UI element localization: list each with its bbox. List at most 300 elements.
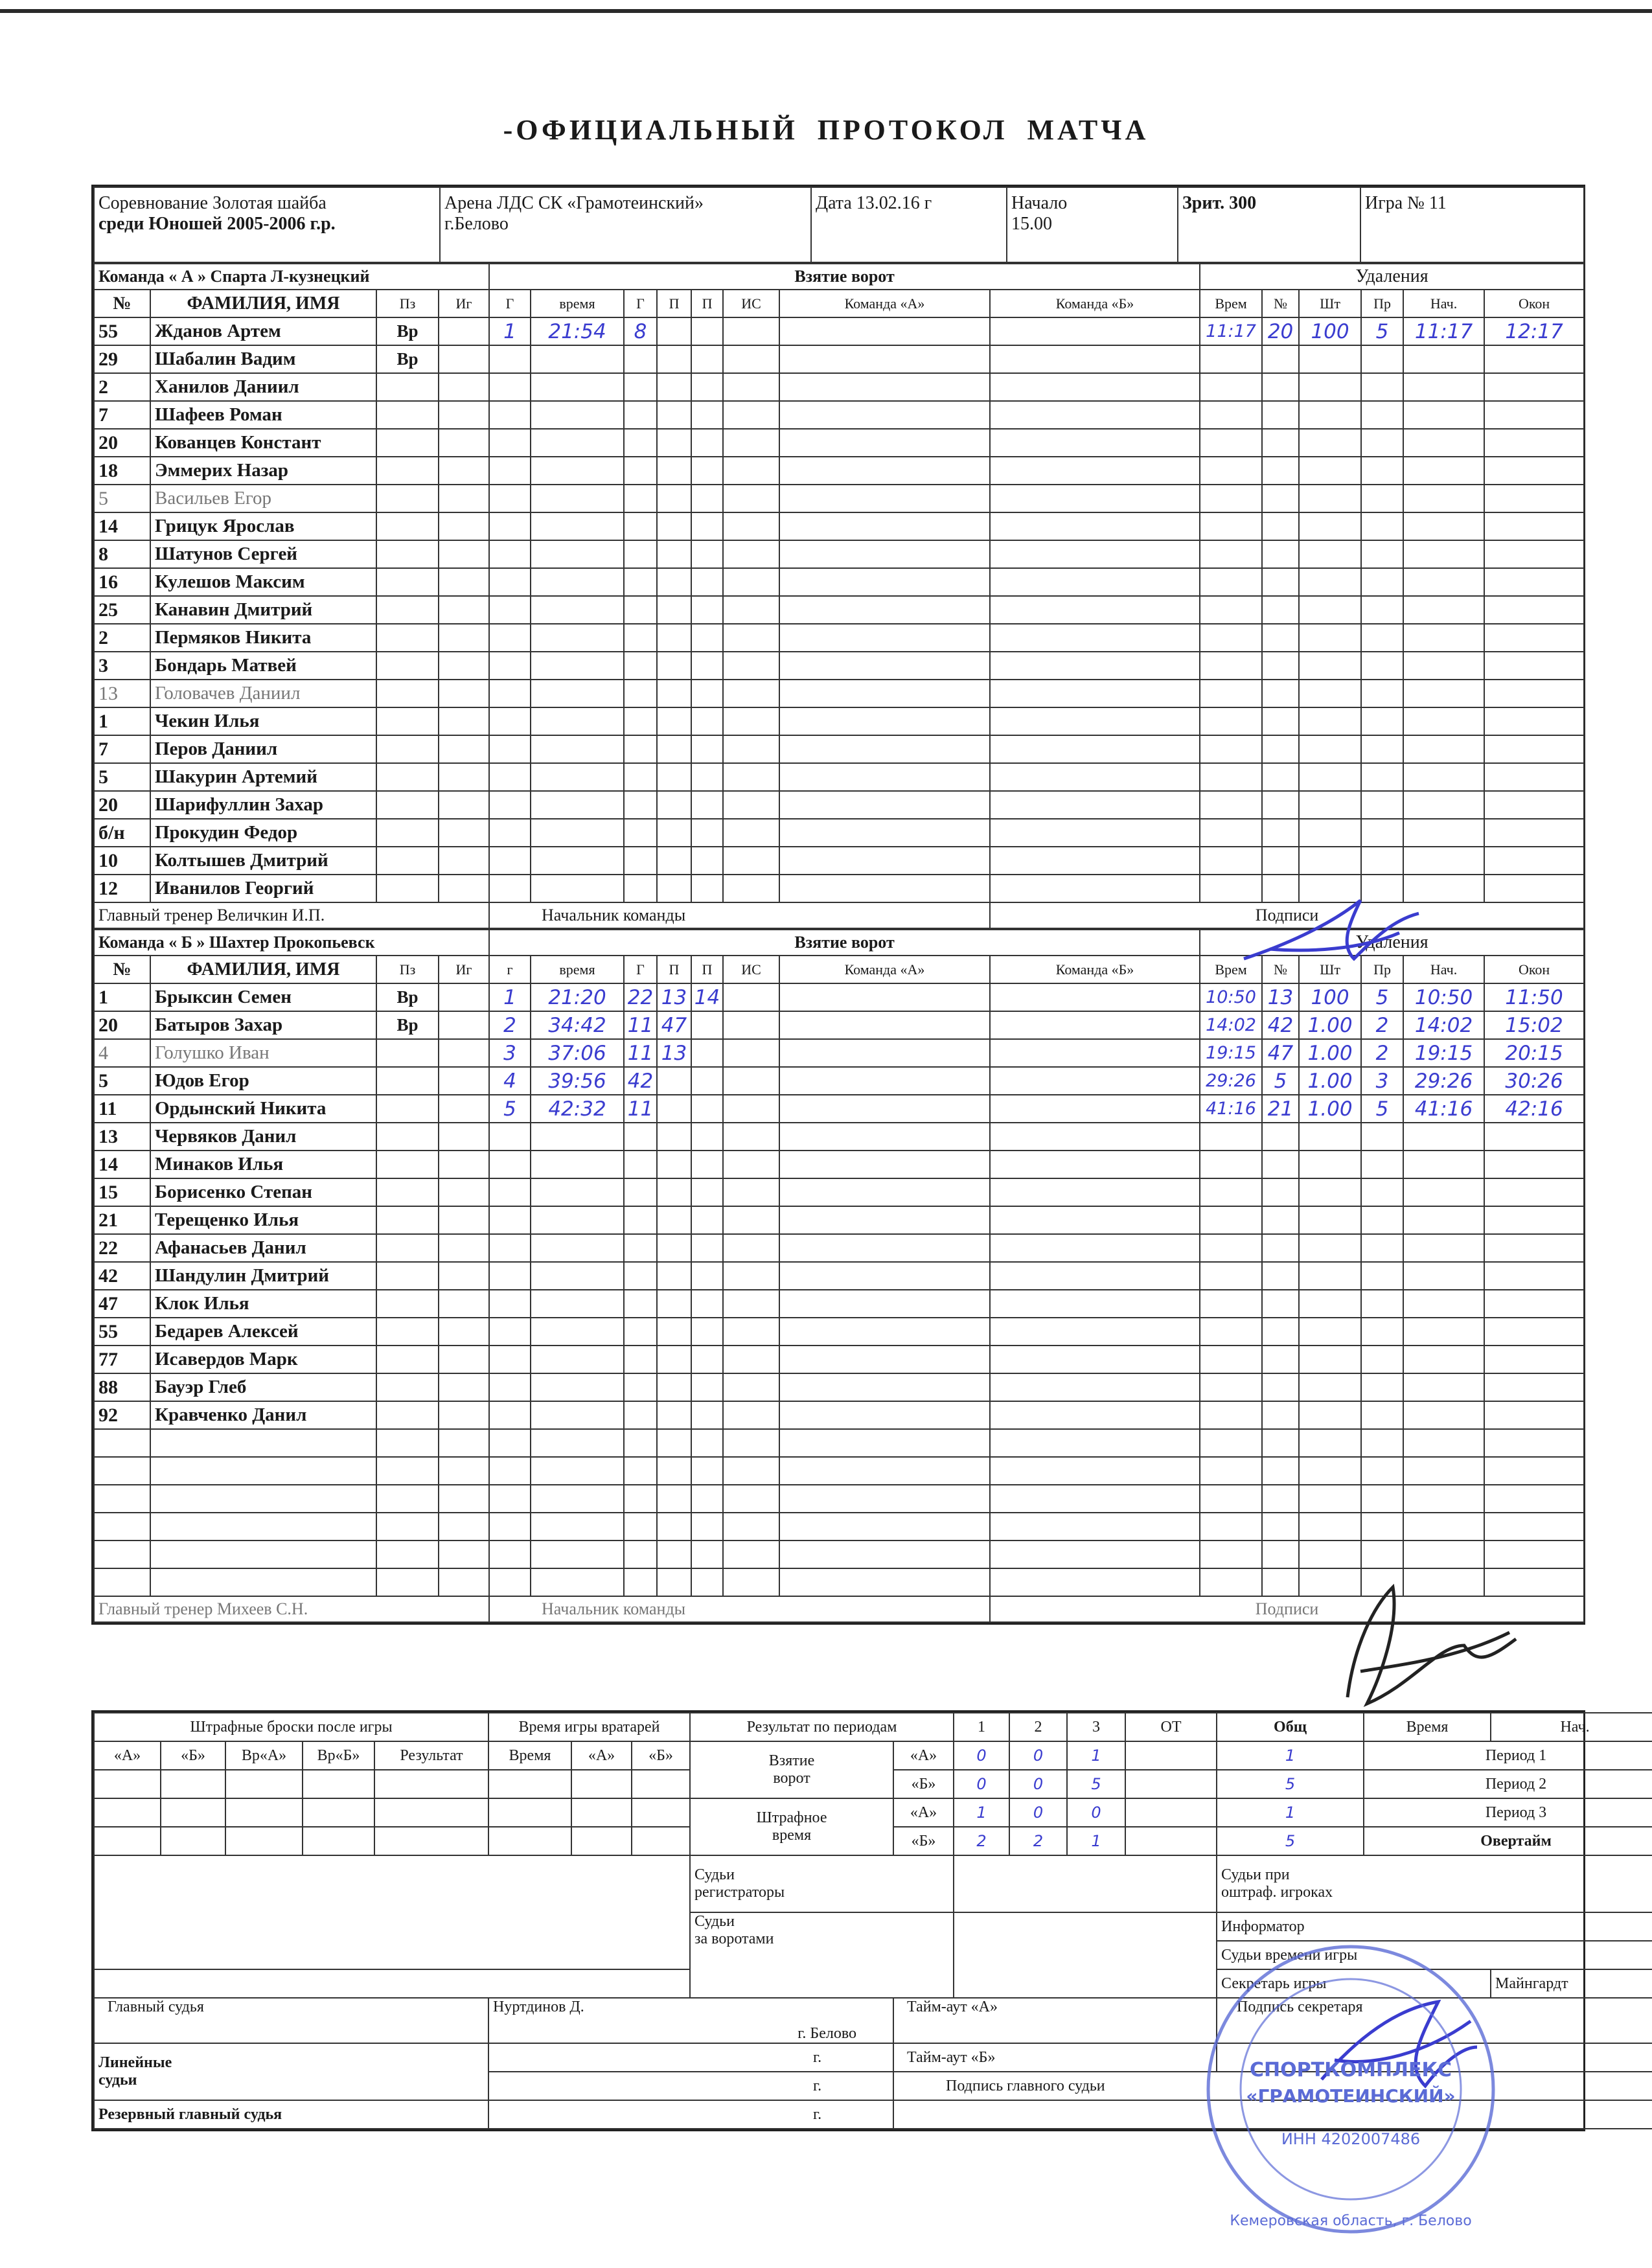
team-b-penalty-minutes bbox=[1361, 1206, 1403, 1234]
team-a-penalty-time bbox=[1200, 485, 1262, 512]
team-b-penalty-code bbox=[1299, 1513, 1361, 1541]
team-b-penalty-start bbox=[1403, 1346, 1484, 1373]
team-b-player-games bbox=[439, 1429, 489, 1457]
pim-b-p2: 2 bbox=[1009, 1827, 1067, 1855]
team-a-col-header: Врем bbox=[1200, 290, 1262, 317]
team-a-goal-scorer bbox=[624, 512, 657, 540]
team-a-on-ice-a bbox=[779, 596, 990, 624]
team-b-goal-assist-2 bbox=[691, 1234, 723, 1262]
team-a-goal-situation bbox=[723, 624, 779, 652]
team-b-player-position bbox=[376, 1346, 439, 1373]
goals-a-p1: 0 bbox=[954, 1741, 1009, 1770]
shootout-col-b: «Б» bbox=[161, 1741, 225, 1770]
team-a-player-row bbox=[94, 457, 1584, 485]
team-a-goal-scorer bbox=[624, 568, 657, 596]
secretary-label: Секретарь игры bbox=[1217, 1969, 1491, 1998]
team-a-on-ice-b bbox=[990, 401, 1200, 429]
team-b-penalty-end: 11:50 bbox=[1484, 983, 1584, 1011]
team-b-player-row bbox=[94, 1346, 1584, 1373]
team-a-player-position: Вр bbox=[376, 317, 439, 345]
team-a-goal-scorer bbox=[624, 847, 657, 875]
team-a-penalty-start bbox=[1403, 373, 1484, 401]
team-a-penalty-end bbox=[1484, 345, 1584, 373]
team-a-penalty-minutes bbox=[1361, 847, 1403, 875]
team-b-player-games bbox=[439, 1457, 489, 1485]
team-a-penalty-player bbox=[1262, 457, 1299, 485]
goals-team-b-label: «Б» bbox=[893, 1770, 954, 1798]
team-a-on-ice-a bbox=[779, 791, 990, 819]
team-a-goal-assist-2 bbox=[691, 373, 723, 401]
team-b-goal-number bbox=[489, 1290, 531, 1318]
team-a-goal-time bbox=[531, 485, 624, 512]
team-b-player-games bbox=[439, 1039, 489, 1067]
period-head-1: 1 bbox=[954, 1713, 1009, 1741]
team-b-goal-situation bbox=[723, 1151, 779, 1178]
team-b-goal-scorer bbox=[624, 1234, 657, 1262]
pim-a-p3: 0 bbox=[1067, 1798, 1125, 1827]
team-b-player-games bbox=[439, 1011, 489, 1039]
team-a-body bbox=[94, 264, 1584, 928]
team-b-body bbox=[94, 930, 1584, 1622]
team-a-col-header: № bbox=[1262, 290, 1299, 317]
team-b-goal-time bbox=[531, 1290, 624, 1318]
team-b-goal-scorer bbox=[624, 1178, 657, 1206]
team-a-goal-time bbox=[531, 819, 624, 847]
team-a-penalty-start bbox=[1403, 707, 1484, 735]
team-b-penalty-code bbox=[1299, 1346, 1361, 1373]
team-b-penalty-minutes: 5 bbox=[1361, 983, 1403, 1011]
team-b-player-name bbox=[150, 1457, 376, 1485]
team-b-player-games bbox=[439, 1401, 489, 1429]
team-b-on-ice-a bbox=[779, 1234, 990, 1262]
team-a-player-position bbox=[376, 847, 439, 875]
team-b-penalty-end bbox=[1484, 1318, 1584, 1346]
team-a-goal-number bbox=[489, 763, 531, 791]
team-b-player-games bbox=[439, 1318, 489, 1346]
team-a-penalty-end bbox=[1484, 457, 1584, 485]
team-b-penalty-start bbox=[1403, 1318, 1484, 1346]
team-a-col-header: Шт bbox=[1299, 290, 1361, 317]
team-b-on-ice-a bbox=[779, 1457, 990, 1485]
team-b-player-position bbox=[376, 1123, 439, 1151]
team-a-player-name: Васильев Егор bbox=[150, 485, 376, 512]
team-a-penalty-code bbox=[1299, 624, 1361, 652]
team-b-player-name bbox=[150, 1568, 376, 1596]
team-b-goal-assist-1 bbox=[657, 1373, 691, 1401]
team-b-goal-assist-2 bbox=[691, 1011, 723, 1039]
team-b-player-number: 14 bbox=[94, 1151, 150, 1178]
team-b-player-games bbox=[439, 983, 489, 1011]
team-a-player-number: 8 bbox=[94, 540, 150, 568]
team-b-player-row bbox=[94, 1039, 1584, 1067]
pim-team-a-label: «А» bbox=[893, 1798, 954, 1827]
team-b-penalty-end bbox=[1484, 1234, 1584, 1262]
team-b-penalty-code bbox=[1299, 1123, 1361, 1151]
team-a-penalty-player bbox=[1262, 735, 1299, 763]
team-a-penalty-player bbox=[1262, 596, 1299, 624]
team-a-on-ice-b bbox=[990, 875, 1200, 902]
team-b-goal-number bbox=[489, 1151, 531, 1178]
team-a-team-manager: Начальник команды bbox=[489, 902, 990, 928]
team-b-penalty-time bbox=[1200, 1206, 1262, 1234]
team-a-player-games bbox=[439, 707, 489, 735]
team-b-signatures: Подписи bbox=[990, 1596, 1584, 1622]
team-b-goal-assist-1 bbox=[657, 1290, 691, 1318]
team-a-penalty-end bbox=[1484, 819, 1584, 847]
team-a-player-row bbox=[94, 707, 1584, 735]
team-a-goal-assist-1 bbox=[657, 847, 691, 875]
team-a-player-name: Чекин Илья bbox=[150, 707, 376, 735]
shootout-col-result: Результат bbox=[374, 1741, 488, 1770]
team-b-penalty-start bbox=[1403, 1401, 1484, 1429]
team-a-goal-scorer bbox=[624, 457, 657, 485]
pim-b-p1: 2 bbox=[954, 1827, 1009, 1855]
goals-a-p2: 0 bbox=[1009, 1741, 1067, 1770]
team-a-penalty-player bbox=[1262, 373, 1299, 401]
team-a-col-header: Пз bbox=[376, 290, 439, 317]
team-a-goal-assist-2 bbox=[691, 596, 723, 624]
team-b-player-row bbox=[94, 1178, 1584, 1206]
team-b-player-position bbox=[376, 1234, 439, 1262]
team-b-penalty-end bbox=[1484, 1513, 1584, 1541]
team-a-on-ice-b bbox=[990, 540, 1200, 568]
team-a-player-position bbox=[376, 735, 439, 763]
team-b-penalty-code bbox=[1299, 1541, 1361, 1568]
team-b-goal-number bbox=[489, 1401, 531, 1429]
team-b-penalty-player bbox=[1262, 1401, 1299, 1429]
team-a-goal-situation bbox=[723, 512, 779, 540]
team-b-player-games bbox=[439, 1178, 489, 1206]
team-b-goal-scorer bbox=[624, 1568, 657, 1596]
team-a-player-name: Грицук Ярослав bbox=[150, 512, 376, 540]
svg-text:СПОРТКОМПЛЕКС: СПОРТКОМПЛЕКС bbox=[1249, 2059, 1452, 2081]
team-b-head-coach: Главный тренер Михеев С.Н. bbox=[94, 1596, 489, 1622]
team-b-penalty-code bbox=[1299, 1373, 1361, 1401]
team-a-player-position bbox=[376, 485, 439, 512]
team-a-penalty-time bbox=[1200, 373, 1262, 401]
team-a-player-number: 7 bbox=[94, 401, 150, 429]
team-b-goal-number bbox=[489, 1178, 531, 1206]
reserve-city: г. bbox=[488, 2100, 893, 2129]
goals-a-total: 1 bbox=[1217, 1741, 1364, 1770]
team-a-player-position bbox=[376, 512, 439, 540]
team-a-penalty-player bbox=[1262, 707, 1299, 735]
team-b-penalty-time bbox=[1200, 1318, 1262, 1346]
period-label-1: Период 1 bbox=[1364, 1741, 1652, 1770]
team-b-player-position bbox=[376, 1290, 439, 1318]
team-b-on-ice-b bbox=[990, 1067, 1200, 1095]
team-b-player-name: Шандулин Дмитрий bbox=[150, 1262, 376, 1290]
team-a-player-row bbox=[94, 624, 1584, 652]
team-a-goal-assist-2 bbox=[691, 652, 723, 680]
pim-b-total: 5 bbox=[1217, 1827, 1364, 1855]
team-b-on-ice-b bbox=[990, 1485, 1200, 1513]
goals-b-p3: 5 bbox=[1067, 1770, 1125, 1798]
team-a-goal-assist-2 bbox=[691, 707, 723, 735]
team-a-goal-time bbox=[531, 763, 624, 791]
team-b-goal-time bbox=[531, 1457, 624, 1485]
team-b-player-position bbox=[376, 1206, 439, 1234]
team-a-player-position bbox=[376, 791, 439, 819]
team-a-player-number: 18 bbox=[94, 457, 150, 485]
team-b-goal-time bbox=[531, 1151, 624, 1178]
team-b-on-ice-a bbox=[779, 1095, 990, 1123]
team-a-goal-situation bbox=[723, 457, 779, 485]
team-a-penalty-end bbox=[1484, 791, 1584, 819]
team-b-penalty-minutes bbox=[1361, 1485, 1403, 1513]
team-a-penalty-time bbox=[1200, 652, 1262, 680]
team-b-player-number bbox=[94, 1457, 150, 1485]
team-b-on-ice-a bbox=[779, 1151, 990, 1178]
team-a-col-header: Г bbox=[489, 290, 531, 317]
team-b-col-header: Г bbox=[624, 956, 657, 983]
team-a-goal-number: 1 bbox=[489, 317, 531, 345]
team-b-goal-situation bbox=[723, 1541, 779, 1568]
team-a-col-header: П bbox=[691, 290, 723, 317]
team-b-penalty-start bbox=[1403, 1151, 1484, 1178]
team-b-empty-row bbox=[94, 1541, 1584, 1568]
team-b-penalty-time bbox=[1200, 1123, 1262, 1151]
team-b-penalty-code bbox=[1299, 1429, 1361, 1457]
team-a-player-position bbox=[376, 596, 439, 624]
team-a-goal-assist-2 bbox=[691, 429, 723, 457]
team-b-player-number: 1 bbox=[94, 983, 150, 1011]
team-b-penalty-time: 29:26 bbox=[1200, 1067, 1262, 1095]
team-b-player-position bbox=[376, 1568, 439, 1596]
team-a-penalty-code bbox=[1299, 429, 1361, 457]
team-b-penalty-end bbox=[1484, 1123, 1584, 1151]
team-a-goal-assist-2 bbox=[691, 791, 723, 819]
team-b-on-ice-a bbox=[779, 1011, 990, 1039]
team-a-player-row bbox=[94, 317, 1584, 345]
linesmen-city-2: г. bbox=[488, 2072, 893, 2100]
team-b-player-name bbox=[150, 1541, 376, 1568]
team-b-goal-assist-2 bbox=[691, 1318, 723, 1346]
team-a-player-number: 20 bbox=[94, 429, 150, 457]
chief-signature-label: Подпись главного судьи bbox=[893, 2072, 1652, 2100]
team-a-goal-scorer bbox=[624, 875, 657, 902]
team-a-goal-assist-2 bbox=[691, 735, 723, 763]
team-a-player-row bbox=[94, 345, 1584, 373]
team-b-penalty-minutes: 5 bbox=[1361, 1095, 1403, 1123]
team-b-penalty-player: 42 bbox=[1262, 1011, 1299, 1039]
team-b-goal-time bbox=[531, 1513, 624, 1541]
period-label-ot: Овертайм bbox=[1364, 1827, 1652, 1855]
team-b-player-position bbox=[376, 1373, 439, 1401]
team-a-penalty-minutes bbox=[1361, 540, 1403, 568]
team-b-penalty-time bbox=[1200, 1457, 1262, 1485]
team-b-col-header: г bbox=[489, 956, 531, 983]
team-b-penalty-player: 21 bbox=[1262, 1095, 1299, 1123]
team-b-col-header: Окон bbox=[1484, 956, 1584, 983]
team-b-player-row bbox=[94, 1262, 1584, 1290]
team-a-goal-situation bbox=[723, 317, 779, 345]
team-b-col-header: П bbox=[657, 956, 691, 983]
arena-cell: Арена ЛДС СК «Грамотеинский» г.Белово bbox=[440, 187, 811, 262]
team-b-penalty-minutes bbox=[1361, 1290, 1403, 1318]
team-a-on-ice-b bbox=[990, 317, 1200, 345]
team-b-penalty-minutes bbox=[1361, 1151, 1403, 1178]
team-a-penalty-time bbox=[1200, 847, 1262, 875]
team-a-penalty-minutes bbox=[1361, 791, 1403, 819]
team-b-penalty-time bbox=[1200, 1346, 1262, 1373]
shootout-col-gk-b: Вр«Б» bbox=[303, 1741, 374, 1770]
team-a-goal-time bbox=[531, 847, 624, 875]
team-a-penalty-time bbox=[1200, 457, 1262, 485]
team-a-goal-time bbox=[531, 680, 624, 707]
team-a-goal-number bbox=[489, 875, 531, 902]
team-a-penalty-player bbox=[1262, 791, 1299, 819]
team-b-goal-time bbox=[531, 1262, 624, 1290]
team-b-on-ice-a bbox=[779, 1318, 990, 1346]
team-a-penalty-start bbox=[1403, 596, 1484, 624]
team-b-penalty-start bbox=[1403, 1541, 1484, 1568]
team-b-penalty-end bbox=[1484, 1151, 1584, 1178]
team-b-goal-situation bbox=[723, 1457, 779, 1485]
team-b-table bbox=[93, 929, 1585, 1623]
team-a-penalty-start bbox=[1403, 819, 1484, 847]
team-b-empty-row bbox=[94, 1513, 1584, 1541]
team-b-player-position bbox=[376, 1039, 439, 1067]
secretary-name: Майнгардт bbox=[1491, 1969, 1652, 1998]
team-b-player-name: Бауэр Глеб bbox=[150, 1373, 376, 1401]
team-a-player-games bbox=[439, 512, 489, 540]
team-a-player-name: Головачев Даниил bbox=[150, 680, 376, 707]
team-a-goal-number bbox=[489, 819, 531, 847]
team-b-penalty-start bbox=[1403, 1234, 1484, 1262]
team-a-player-games bbox=[439, 540, 489, 568]
team-b-goal-assist-2 bbox=[691, 1485, 723, 1513]
team-a-penalty-player bbox=[1262, 568, 1299, 596]
team-b-on-ice-a bbox=[779, 1568, 990, 1596]
team-b-penalty-player bbox=[1262, 1206, 1299, 1234]
team-b-goal-assist-2 bbox=[691, 1373, 723, 1401]
team-a-penalty-time bbox=[1200, 624, 1262, 652]
team-b-penalty-end: 42:16 bbox=[1484, 1095, 1584, 1123]
team-a-goal-assist-1 bbox=[657, 763, 691, 791]
team-a-goal-situation bbox=[723, 568, 779, 596]
team-b-col-header: № bbox=[1262, 956, 1299, 983]
team-a-penalty-player bbox=[1262, 680, 1299, 707]
team-b-player-number bbox=[94, 1513, 150, 1541]
team-a-player-name: Ханилов Даниил bbox=[150, 373, 376, 401]
team-b-penalty-minutes bbox=[1361, 1234, 1403, 1262]
team-b-on-ice-b bbox=[990, 1513, 1200, 1541]
pim-label: Штрафное время bbox=[690, 1798, 893, 1855]
team-b-penalty-start bbox=[1403, 1373, 1484, 1401]
team-b-goal-assist-1 bbox=[657, 1123, 691, 1151]
team-a-col-header: Г bbox=[624, 290, 657, 317]
team-a-player-number: 16 bbox=[94, 568, 150, 596]
team-b-goal-assist-2 bbox=[691, 1513, 723, 1541]
team-a-goal-number bbox=[489, 652, 531, 680]
team-a-penalty-start bbox=[1403, 791, 1484, 819]
penalty-box-judges-label: Судьи при оштраф. игроках bbox=[1217, 1855, 1652, 1912]
team-a-col-header: Пр bbox=[1361, 290, 1403, 317]
team-a-goal-situation bbox=[723, 847, 779, 875]
team-a-player-row bbox=[94, 735, 1584, 763]
team-a-on-ice-a bbox=[779, 819, 990, 847]
team-a-player-row bbox=[94, 680, 1584, 707]
timeout-b-label: Тайм-аут «Б» bbox=[893, 2043, 1217, 2072]
team-a-on-ice-a bbox=[779, 847, 990, 875]
team-a-goal-assist-1 bbox=[657, 791, 691, 819]
team-b-goal-assist-2 bbox=[691, 1568, 723, 1596]
team-a-penalty-code: 100 bbox=[1299, 317, 1361, 345]
team-b-goal-assist-2 bbox=[691, 1401, 723, 1429]
team-b-penalty-start bbox=[1403, 1290, 1484, 1318]
team-b-goal-assist-2 bbox=[691, 1039, 723, 1067]
team-b-penalty-player: 13 bbox=[1262, 983, 1299, 1011]
results-title: Результат по периодам bbox=[690, 1713, 954, 1741]
team-a-penalty-start bbox=[1403, 763, 1484, 791]
team-a-goal-scorer bbox=[624, 373, 657, 401]
team-a-on-ice-b bbox=[990, 819, 1200, 847]
team-a-goal-situation bbox=[723, 875, 779, 902]
team-a-penalty-player bbox=[1262, 345, 1299, 373]
team-a-goal-number bbox=[489, 847, 531, 875]
team-b-penalty-time bbox=[1200, 1541, 1262, 1568]
svg-text:ИНН 4202007486: ИНН 4202007486 bbox=[1281, 2130, 1421, 2148]
team-b-player-name bbox=[150, 1485, 376, 1513]
team-b-penalty-code: 1.00 bbox=[1299, 1095, 1361, 1123]
team-b-player-name: Голушко Иван bbox=[150, 1039, 376, 1067]
pim-b-p3: 1 bbox=[1067, 1827, 1125, 1855]
team-a-penalty-code bbox=[1299, 847, 1361, 875]
team-a-penalty-minutes bbox=[1361, 763, 1403, 791]
team-a-goal-situation bbox=[723, 401, 779, 429]
team-a-goal-assist-1 bbox=[657, 735, 691, 763]
team-a-goal-assist-1 bbox=[657, 345, 691, 373]
team-a-player-games bbox=[439, 819, 489, 847]
team-b-goal-number bbox=[489, 1568, 531, 1596]
team-b-goal-assist-1 bbox=[657, 1568, 691, 1596]
team-b-goal-situation bbox=[723, 1095, 779, 1123]
team-b-goal-scorer bbox=[624, 1262, 657, 1290]
team-b-col-header: ФАМИЛИЯ, ИМЯ bbox=[150, 956, 376, 983]
team-b-goal-assist-2 bbox=[691, 1457, 723, 1485]
team-b-penalty-code: 100 bbox=[1299, 983, 1361, 1011]
team-b-penalty-code bbox=[1299, 1290, 1361, 1318]
period-head-total: Общ bbox=[1217, 1713, 1364, 1741]
team-a-goal-assist-1 bbox=[657, 624, 691, 652]
team-a-goal-scorer: 8 bbox=[624, 317, 657, 345]
team-b-player-name: Афанасьев Данил bbox=[150, 1234, 376, 1262]
team-a-penalty-end bbox=[1484, 624, 1584, 652]
team-a-goal-situation bbox=[723, 735, 779, 763]
team-b-goal-situation bbox=[723, 1011, 779, 1039]
team-a-on-ice-b bbox=[990, 624, 1200, 652]
team-a-penalty-player bbox=[1262, 624, 1299, 652]
team-b-player-name: Брыксин Семен bbox=[150, 983, 376, 1011]
linesmen-city-1: г. bbox=[488, 2043, 893, 2072]
team-b-goal-scorer: 11 bbox=[624, 1095, 657, 1123]
period-label-2: Период 2 bbox=[1364, 1770, 1652, 1798]
team-b-penalty-player bbox=[1262, 1457, 1299, 1485]
team-a-on-ice-a bbox=[779, 540, 990, 568]
team-a-player-position bbox=[376, 373, 439, 401]
team-b-goal-assist-2 bbox=[691, 1429, 723, 1457]
team-b-penalty-minutes bbox=[1361, 1401, 1403, 1429]
team-b-col-header: ИС bbox=[723, 956, 779, 983]
team-b-on-ice-a bbox=[779, 1513, 990, 1541]
team-b-empty-row bbox=[94, 1429, 1584, 1457]
team-a-player-position bbox=[376, 401, 439, 429]
team-a-penalty-end bbox=[1484, 401, 1584, 429]
team-b-player-position bbox=[376, 1262, 439, 1290]
team-b-goal-assist-2 bbox=[691, 1206, 723, 1234]
team-b-player-position bbox=[376, 1318, 439, 1346]
